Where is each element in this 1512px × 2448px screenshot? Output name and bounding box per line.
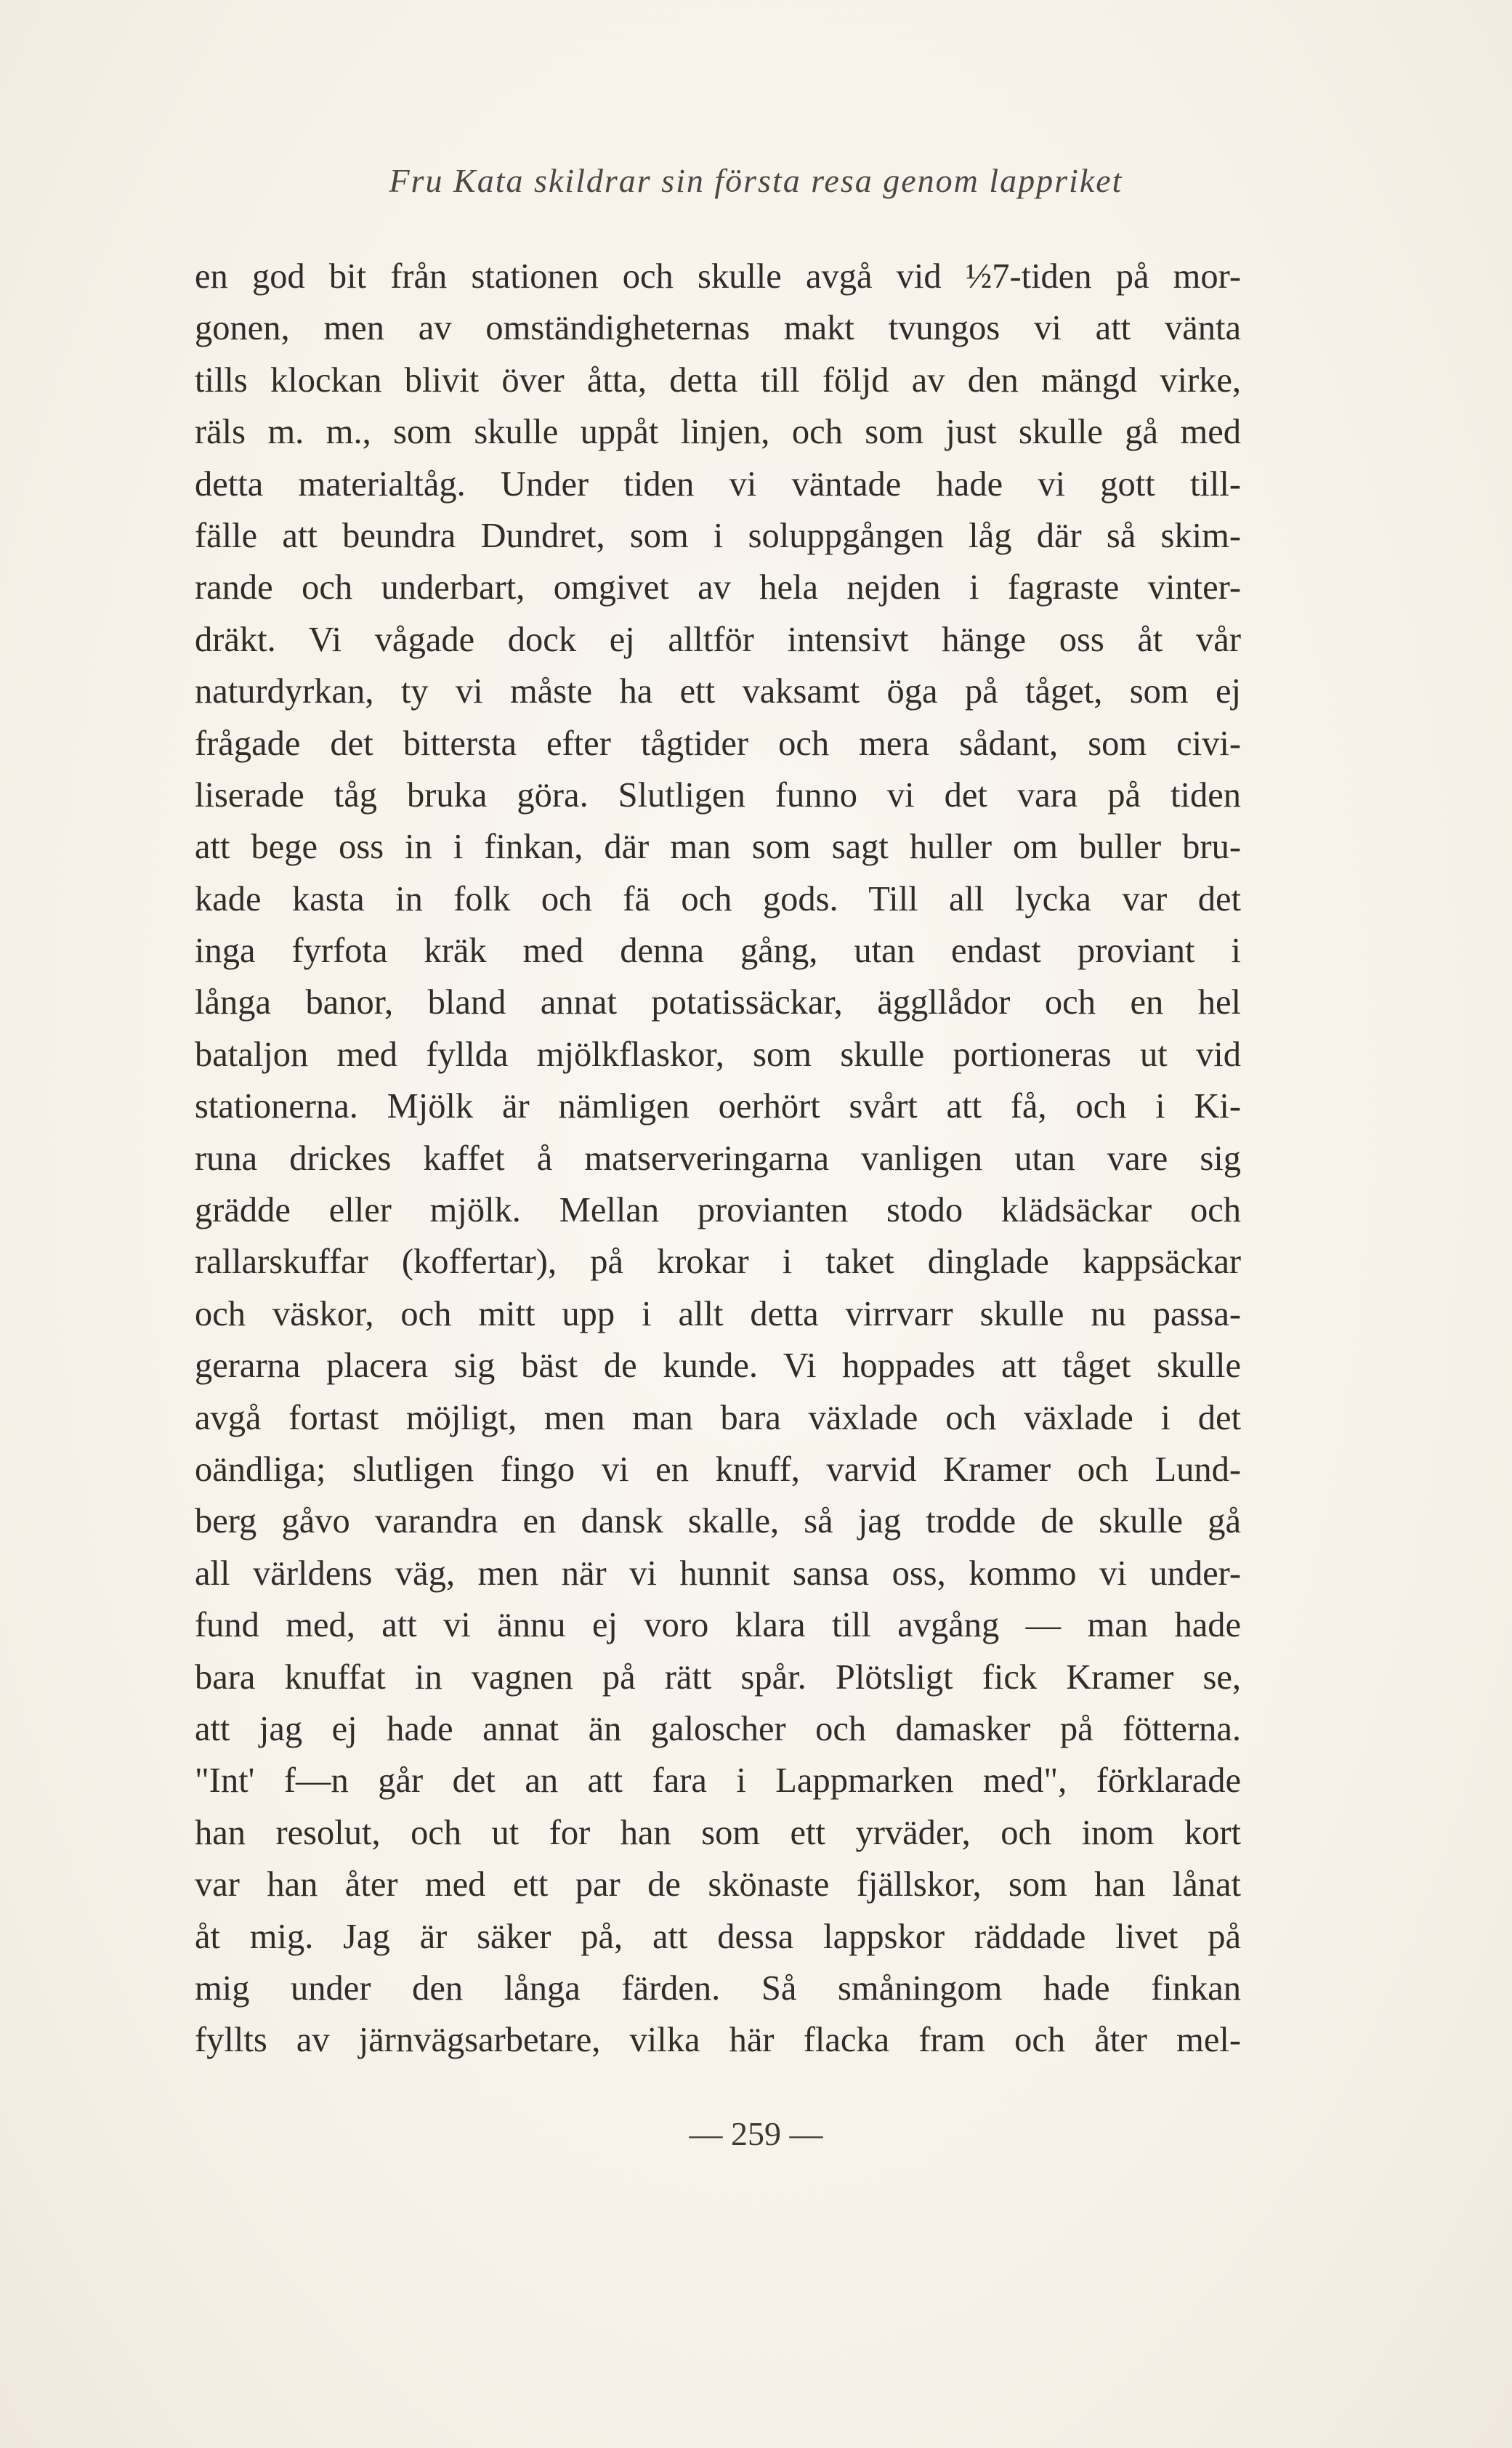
text-line: räls m. m., som skulle uppåt linjen, och som just skulle gå med [195, 413, 1241, 452]
text-line: stationerna. Mjölk är nämligen oerhört svårt att få, och i Ki- [195, 1087, 1241, 1126]
page-number: — 259 — [689, 2115, 823, 2152]
text-line: han resolut, och ut for han som ett yrväder, och inom kort [195, 1813, 1241, 1852]
text-line: dräkt. Vi vågade dock ej alltför intensivt hänge oss åt vår [195, 620, 1241, 659]
text-line: fälle att beundra Dundret, som i soluppgången låg där så skim- [195, 516, 1241, 555]
text-line: frågade det bittersta efter tågtider och mera sådant, som civi- [195, 724, 1241, 763]
text-line: runa drickes kaffet å matserveringarna vanligen utan vare sig [195, 1139, 1241, 1178]
text-line: gerarna placera sig bäst de kunde. Vi hoppades att tåget skulle [195, 1346, 1241, 1386]
text-line: avgå fortast möjligt, men man bara växlade och växlade i det [195, 1398, 1241, 1437]
text-line: tills klockan blivit över åtta, detta till följd av den mängd virke, [195, 360, 1241, 400]
text-line: att jag ej hade annat än galoscher och damasker på fötterna. [195, 1709, 1241, 1748]
text-line: grädde eller mjölk. Mellan provianten stodo klädsäckar och [195, 1191, 1241, 1230]
text-line: gonen, men av omständigheternas makt tvungos vi att vänta [195, 309, 1241, 348]
text-line: detta materialtåg. Under tiden vi väntade hade vi gott till- [195, 464, 1241, 504]
text-line: rande och underbart, omgivet av hela nejden i fagraste vinter- [195, 568, 1241, 607]
text-line: "Int' f—n går det an att fara i Lappmarken med", förklarade [195, 1761, 1241, 1801]
text-line: fyllts av järnvägsarbetare, vilka här flacka fram och åter mel- [195, 2021, 1241, 2060]
text-line: naturdyrkan, ty vi måste ha ett vaksamt öga på tåget, som ej [195, 672, 1241, 711]
text-line: liserade tåg bruka göra. Slutligen funno vi det vara på tiden [195, 775, 1241, 815]
text-line: inga fyrfota kräk med denna gång, utan endast proviant i [195, 932, 1241, 971]
text-line: åt mig. Jag är säker på, att dessa lappskor räddade livet på [195, 1917, 1241, 1956]
text-line: kade kasta in folk och fä och gods. Till all lycka var det [195, 879, 1241, 918]
text-line: en god bit från stationen och skulle avgå vid ½7-tiden på mor- [195, 257, 1241, 296]
body-text [195, 251, 1241, 2067]
running-head: Fru Kata skildrar sin första resa genom lappriket [389, 162, 1123, 199]
text-line: var han åter med ett par de skönaste fjällskor, som han lånat [195, 1865, 1241, 1904]
text-line: all världens väg, men när vi hunnit sansa oss, kommo vi under- [195, 1554, 1241, 1593]
text-line: bataljon med fyllda mjölkflaskor, som skulle portioneras ut vid [195, 1035, 1241, 1074]
text-line: bara knuffat in vagnen på rätt spår. Plötsligt fick Kramer se, [195, 1657, 1241, 1697]
text-line: långa banor, bland annat potatissäckar, äggllådor och en hel [195, 983, 1241, 1022]
text-line: och väskor, och mitt upp i allt detta virrvarr skulle nu passa- [195, 1294, 1241, 1333]
text-line: mig under den långa färden. Så småningom hade finkan [195, 1968, 1241, 2008]
text-line: fund med, att vi ännu ej voro klara till avgång — man hade [195, 1606, 1241, 1645]
text-line: oändliga; slutligen fingo vi en knuff, varvid Kramer och Lund- [195, 1450, 1241, 1489]
text-line: att bege oss in i finkan, där man som sagt huller om buller bru- [195, 828, 1241, 867]
text-line: berg gåvo varandra en dansk skalle, så jag trodde de skulle gå [195, 1502, 1241, 1541]
text-line: rallarskuffar (koffertar), på krokar i taket dinglade kappsäckar [195, 1243, 1241, 1282]
